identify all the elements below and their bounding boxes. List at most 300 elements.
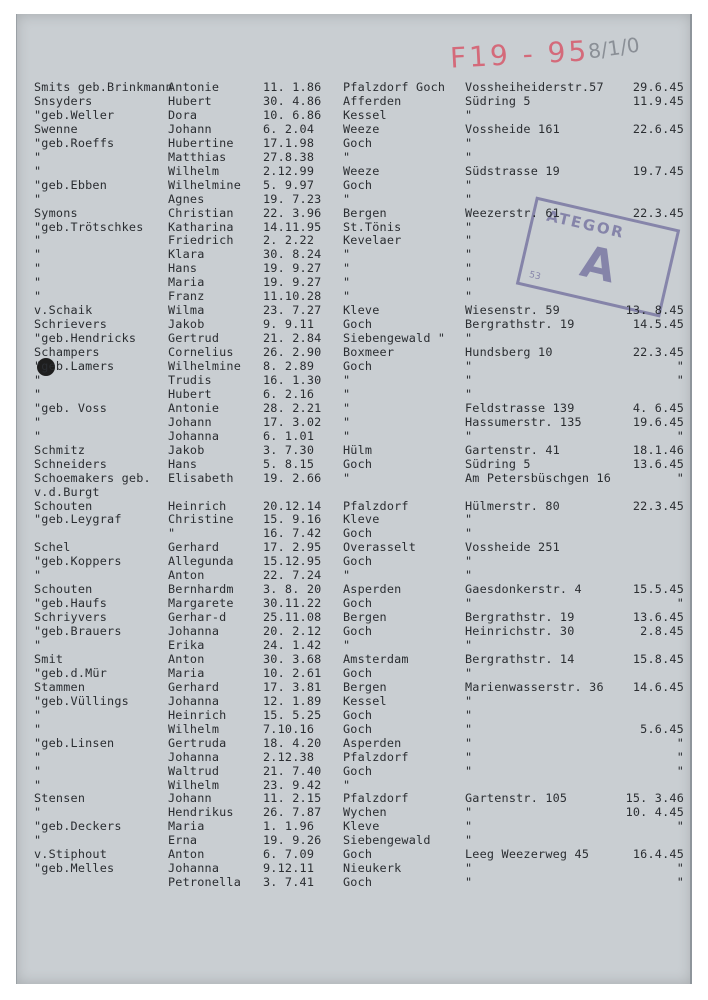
birth-date-cell: 11. 1.86	[263, 80, 322, 94]
surname-cell: Snsyders	[34, 93, 93, 108]
birthplace-cell: Kleve	[343, 512, 380, 527]
surname-cell: "	[34, 638, 42, 652]
birth-date-cell: 5. 8.15	[263, 456, 315, 471]
birthplace-cell: "	[343, 777, 351, 792]
date-cell: "	[676, 749, 684, 764]
first-name-cell: Anton	[168, 568, 205, 583]
address-cell: "	[465, 526, 473, 541]
first-name-cell: Johanna	[168, 428, 220, 443]
birth-date-cell: 17.1.98	[263, 135, 315, 150]
surname-cell: "geb.d.Mür	[34, 665, 108, 680]
first-name-cell: Wilhelmine	[168, 359, 242, 373]
surname-cell: Swenne	[34, 121, 78, 136]
first-name-cell: Gertrud	[168, 331, 220, 346]
date-cell: 22.3.45	[632, 498, 684, 513]
birthplace-cell: Goch	[343, 707, 373, 722]
birthplace-cell: "	[343, 568, 351, 583]
first-name-cell: Christine	[168, 512, 234, 527]
birth-date-cell: 21. 2.84	[263, 331, 322, 346]
date-cell: 13.6.45	[632, 610, 684, 625]
birth-date-cell: 23. 7.27	[263, 303, 322, 318]
date-cell: 2.8.45	[640, 624, 684, 639]
stamp-text: ATEGOR	[545, 206, 627, 243]
address-cell: "	[465, 107, 473, 122]
surname-cell: v.d.Burgt	[34, 484, 100, 499]
birth-date-cell: 27.8.38	[263, 149, 315, 164]
birthplace-cell: Kevelaer	[343, 233, 402, 248]
first-name-cell: Cornelius	[168, 345, 234, 360]
birth-date-cell: 5. 9.97	[263, 177, 315, 192]
birth-date-cell: 30.11.22	[263, 596, 322, 611]
first-name-cell: Johanna	[168, 861, 220, 876]
birth-date-cell: 19. 9.27	[263, 275, 322, 290]
birthplace-cell: Goch	[343, 359, 373, 373]
first-name-cell: Margarete	[168, 596, 234, 611]
birth-date-cell: 24. 1.42	[263, 638, 322, 652]
birth-date-cell: 26. 2.90	[263, 345, 322, 360]
address-cell: "	[465, 331, 473, 346]
date-cell: 15. 3.46	[625, 791, 684, 806]
first-name-cell: Agnes	[168, 191, 205, 206]
birthplace-cell: "	[343, 372, 351, 387]
birthplace-cell: "	[343, 638, 351, 652]
surname-cell: Schrievers	[34, 317, 108, 332]
date-cell: "	[676, 861, 684, 876]
birth-date-cell: 3. 7.30	[263, 442, 315, 457]
birth-date-cell: 21. 7.40	[263, 763, 322, 778]
birthplace-cell: Goch	[343, 763, 373, 778]
date-cell: 10. 4.45	[625, 805, 684, 820]
birthplace-cell: Kessel	[343, 693, 387, 708]
first-name-cell: "	[168, 526, 176, 541]
address-cell: "	[465, 721, 473, 736]
birth-date-cell: 16. 1.30	[263, 372, 322, 387]
birth-date-cell: 19. 2.66	[263, 470, 322, 485]
surname-cell: "	[34, 805, 42, 820]
first-name-cell: Friedrich	[168, 233, 234, 248]
birthplace-cell: Goch	[343, 456, 373, 471]
first-name-cell: Johann	[168, 414, 212, 429]
first-name-cell: Katharina	[168, 219, 234, 234]
birthplace-cell: Pfalzdorf	[343, 749, 409, 764]
surname-cell: Symons	[34, 205, 78, 220]
address-cell: Südstrasse 19	[465, 163, 560, 178]
surname-cell: v.Stiphout	[34, 847, 108, 862]
surname-cell: "	[34, 414, 42, 429]
stamp-small-text: 53	[528, 270, 542, 283]
birthplace-cell: "	[343, 289, 351, 304]
birthplace-cell: Goch	[343, 526, 373, 541]
first-name-cell: Johanna	[168, 693, 220, 708]
surname-cell: "geb.Melles	[34, 861, 115, 876]
birth-date-cell: 18. 4.20	[263, 735, 322, 750]
address-cell: "	[465, 861, 473, 876]
birthplace-cell: Kessel	[343, 107, 387, 122]
birth-date-cell: 3. 7.41	[263, 875, 315, 890]
date-cell: 13.6.45	[632, 456, 684, 471]
address-cell: Hassumerstr. 135	[465, 414, 582, 429]
address-cell: "	[465, 554, 473, 569]
surname-cell: Schouten	[34, 498, 93, 513]
birth-date-cell: 26. 7.87	[263, 805, 322, 820]
birthplace-cell: Goch	[343, 554, 373, 569]
surname-cell: "	[34, 707, 42, 722]
first-name-cell: Christian	[168, 205, 234, 220]
birth-date-cell: 2.12.38	[263, 749, 315, 764]
surname-cell: "	[34, 833, 42, 848]
surname-cell: Schouten	[34, 582, 93, 597]
address-cell: Hundsberg 10	[465, 345, 553, 360]
date-cell: 22.3.45	[632, 205, 684, 220]
address-cell: "	[465, 372, 473, 387]
birth-date-cell: 30. 8.24	[263, 247, 322, 262]
surname-cell: "	[34, 749, 42, 764]
address-cell: "	[465, 428, 473, 443]
surname-cell: "	[34, 275, 42, 290]
first-name-cell: Bernhardm	[168, 582, 234, 597]
address-cell: "	[465, 149, 473, 164]
address-cell: "	[465, 219, 473, 234]
surname-cell: Schoemakers geb.	[34, 470, 151, 485]
birthplace-cell: Overasselt	[343, 540, 417, 555]
surname-cell: "geb. Voss	[34, 400, 108, 415]
address-cell: "	[465, 261, 473, 276]
first-name-cell: Hendrikus	[168, 805, 234, 820]
date-cell: 22.6.45	[632, 121, 684, 136]
surname-cell: Smit	[34, 651, 64, 666]
address-cell: Leeg Weezerweg 45	[465, 847, 590, 862]
surname-cell: Schmitz	[34, 442, 86, 457]
first-name-cell: Erika	[168, 638, 205, 652]
address-cell: "	[465, 568, 473, 583]
birth-date-cell: 30. 3.68	[263, 651, 322, 666]
birth-date-cell: 2.12.99	[263, 163, 315, 178]
address-cell: Feldstrasse 139	[465, 400, 575, 415]
address-cell: "	[465, 693, 473, 708]
date-cell: 13. 8.45	[625, 303, 684, 318]
birthplace-cell: Pfalzdorf Goch	[343, 80, 446, 94]
birthplace-cell: Bergen	[343, 610, 387, 625]
surname-cell: Schriyvers	[34, 610, 108, 625]
first-name-cell: Antonie	[168, 80, 220, 94]
first-name-cell: Maria	[168, 665, 205, 680]
birthplace-cell: Hülm	[343, 442, 373, 457]
birthplace-cell: Goch	[343, 624, 373, 639]
date-cell: 16.4.45	[632, 847, 684, 862]
address-cell: Gartenstr. 105	[465, 791, 568, 806]
date-cell: 11.9.45	[632, 93, 684, 108]
first-name-cell: Heinrich	[168, 707, 227, 722]
address-cell: Bergrathstr. 14	[465, 651, 575, 666]
birth-date-cell: 23. 9.42	[263, 777, 322, 792]
birthplace-cell: Siebengewald "	[343, 331, 446, 346]
birth-date-cell: 9.12.11	[263, 861, 315, 876]
birthplace-cell: Pfalzdorf	[343, 791, 409, 806]
date-cell: "	[676, 470, 684, 485]
birth-date-cell: 6. 1.01	[263, 428, 315, 443]
date-cell: 4. 6.45	[632, 400, 684, 415]
address-cell: Wiesenstr. 59	[465, 303, 560, 318]
birth-date-cell: 6. 7.09	[263, 847, 315, 862]
birthplace-cell: Goch	[343, 665, 373, 680]
address-cell: "	[465, 233, 473, 248]
surname-cell: "geb.Koppers	[34, 554, 122, 569]
date-cell: "	[676, 359, 684, 373]
birth-date-cell: 28. 2.21	[263, 400, 322, 415]
birthplace-cell: "	[343, 247, 351, 262]
date-cell: 15.8.45	[632, 651, 684, 666]
first-name-cell: Dora	[168, 107, 198, 122]
surname-cell: "	[34, 247, 42, 262]
first-name-cell: Hubert	[168, 386, 212, 401]
date-cell: 14.6.45	[632, 679, 684, 694]
date-cell: "	[676, 763, 684, 778]
birthplace-cell: Bergen	[343, 205, 387, 220]
birthplace-cell: Kleve	[343, 303, 380, 318]
address-cell: "	[465, 386, 473, 401]
first-name-cell: Hubertine	[168, 135, 234, 150]
date-cell: 22.3.45	[632, 345, 684, 360]
first-name-cell: Gerhar-d	[168, 610, 227, 625]
surname-cell: "	[34, 261, 42, 276]
address-cell: "	[465, 359, 473, 373]
address-cell: "	[465, 749, 473, 764]
birth-date-cell: 20. 2.12	[263, 624, 322, 639]
surname-cell: "geb.Haufs	[34, 596, 108, 611]
surname-cell: "	[34, 289, 42, 304]
birthplace-cell: Goch	[343, 721, 373, 736]
birth-date-cell: 7.10.16	[263, 721, 315, 736]
birth-date-cell: 12. 1.89	[263, 693, 322, 708]
birthplace-cell: Amsterdam	[343, 651, 409, 666]
birthplace-cell: "	[343, 470, 351, 485]
birth-date-cell: 19. 9.27	[263, 261, 322, 276]
birth-date-cell: 15. 9.16	[263, 512, 322, 527]
birth-date-cell: 9. 9.11	[263, 317, 315, 332]
address-cell: "	[465, 707, 473, 722]
surname-cell: "	[34, 568, 42, 583]
surname-cell: "geb.Leygraf	[34, 512, 122, 527]
birthplace-cell: Bergen	[343, 679, 387, 694]
address-cell: "	[465, 665, 473, 680]
first-name-cell: Heinrich	[168, 498, 227, 513]
first-name-cell: Waltrud	[168, 763, 220, 778]
date-cell: 5.6.45	[640, 721, 684, 736]
first-name-cell: Jakob	[168, 442, 205, 457]
surname-cell: v.Schaik	[34, 303, 93, 318]
first-name-cell: Erna	[168, 833, 198, 848]
address-cell: Marienwasserstr. 36	[465, 679, 604, 694]
address-cell: "	[465, 135, 473, 150]
first-name-cell: Wilhelm	[168, 777, 220, 792]
first-name-cell: Franz	[168, 289, 205, 304]
birthplace-cell: Goch	[343, 847, 373, 862]
birth-date-cell: 1. 1.96	[263, 819, 315, 834]
stamp-letter: A	[575, 236, 621, 294]
first-name-cell: Matthias	[168, 149, 227, 164]
birth-date-cell: 14.11.95	[263, 219, 322, 234]
address-cell: Heinrichstr. 30	[465, 624, 575, 639]
address-cell: "	[465, 805, 473, 820]
birthplace-cell: Goch	[343, 135, 373, 150]
address-cell: Vossheide 251	[465, 540, 560, 555]
birthplace-cell: "	[343, 428, 351, 443]
birthplace-cell: St.Tönis	[343, 219, 402, 234]
surname-cell: "geb.Hendricks	[34, 331, 137, 346]
first-name-cell: Hans	[168, 261, 198, 276]
address-cell: Südring 5	[465, 456, 531, 471]
surname-cell: "	[34, 149, 42, 164]
birth-date-cell: 19. 7.23	[263, 191, 322, 206]
birthplace-cell: Afferden	[343, 93, 402, 108]
surname-cell: "geb.Weller	[34, 107, 115, 122]
birth-date-cell: 10. 2.61	[263, 665, 322, 680]
date-cell: "	[676, 372, 684, 387]
birthplace-cell: "	[343, 386, 351, 401]
address-cell: Bergrathstr. 19	[465, 317, 575, 332]
address-cell: "	[465, 763, 473, 778]
address-cell: Weezerstr. 61	[465, 205, 560, 220]
address-cell: "	[465, 833, 473, 848]
first-name-cell: Maria	[168, 819, 205, 834]
surname-cell: Schneiders	[34, 456, 108, 471]
date-cell: "	[676, 596, 684, 611]
date-cell: 29.6.45	[632, 80, 684, 94]
address-cell: Bergrathstr. 19	[465, 610, 575, 625]
surname-cell: Stammen	[34, 679, 86, 694]
birth-date-cell: 11. 2.15	[263, 791, 322, 806]
surname-cell: "geb.Brauers	[34, 624, 122, 639]
date-cell: 15.5.45	[632, 582, 684, 597]
address-cell: Südring 5	[465, 93, 531, 108]
first-name-cell: Anton	[168, 847, 205, 862]
first-name-cell: Allegunda	[168, 554, 234, 569]
surname-cell: "	[34, 721, 42, 736]
birth-date-cell: 17. 3.81	[263, 679, 322, 694]
birthplace-cell: Wychen	[343, 805, 387, 820]
date-cell: 18.1.46	[632, 442, 684, 457]
address-cell: "	[465, 875, 473, 890]
archive-mark-secondary: 8/1/0	[586, 32, 642, 64]
first-name-cell: Gertruda	[168, 735, 227, 750]
birthplace-cell: Pfalzdorf	[343, 498, 409, 513]
birth-date-cell: 16. 7.42	[263, 526, 322, 541]
birthplace-cell: "	[343, 275, 351, 290]
birthplace-cell: "	[343, 261, 351, 276]
surname-cell: "geb.Ebben	[34, 177, 108, 192]
birth-date-cell: 19. 9.26	[263, 833, 322, 848]
address-cell: Am Petersbüschgen 16	[465, 470, 612, 485]
surname-cell: "	[34, 233, 42, 248]
birth-date-cell: 20.12.14	[263, 498, 322, 513]
surname-cell: "geb.Linsen	[34, 735, 115, 750]
first-name-cell: Anton	[168, 651, 205, 666]
birth-date-cell: 11.10.28	[263, 289, 322, 304]
address-cell: Hülmerstr. 80	[465, 498, 560, 513]
birthplace-cell: Weeze	[343, 163, 380, 178]
surname-cell: "geb.Lamers	[34, 359, 115, 373]
surname-cell: Stensen	[34, 791, 86, 806]
birth-date-cell: 22. 7.24	[263, 568, 322, 583]
birth-date-cell: 6. 2.04	[263, 121, 315, 136]
date-cell: "	[676, 428, 684, 443]
surname-cell: "	[34, 386, 42, 401]
address-cell: Gaesdonkerstr. 4	[465, 582, 582, 597]
birthplace-cell: Siebengewald	[343, 833, 431, 848]
first-name-cell: Hubert	[168, 93, 212, 108]
birth-date-cell: 22. 3.96	[263, 205, 322, 220]
surname-cell: "geb.Vüllings	[34, 693, 129, 708]
address-cell: Gartenstr. 41	[465, 442, 560, 457]
first-name-cell: Maria	[168, 275, 205, 290]
surname-cell: Smits geb.Brinkmann	[34, 80, 173, 94]
surname-cell: "	[34, 372, 42, 387]
birth-date-cell: 17. 2.95	[263, 540, 322, 555]
first-name-cell: Wilhelm	[168, 721, 220, 736]
address-cell: "	[465, 735, 473, 750]
birthplace-cell: Goch	[343, 177, 373, 192]
date-cell: 19.6.45	[632, 414, 684, 429]
address-cell: "	[465, 177, 473, 192]
surname-cell: Schampers	[34, 345, 100, 360]
birth-date-cell: 17. 3.02	[263, 414, 322, 429]
first-name-cell: Hans	[168, 456, 198, 471]
address-cell: "	[465, 819, 473, 834]
birthplace-cell: "	[343, 149, 351, 164]
first-name-cell: Wilhelm	[168, 163, 220, 178]
date-cell: 14.5.45	[632, 317, 684, 332]
address-cell: "	[465, 596, 473, 611]
birthplace-cell: Kleve	[343, 819, 380, 834]
first-name-cell: Antonie	[168, 400, 220, 415]
address-cell: "	[465, 638, 473, 652]
birth-date-cell: 10. 6.86	[263, 107, 322, 122]
first-name-cell: Elisabeth	[168, 470, 234, 485]
surname-cell: "	[34, 191, 42, 206]
address-cell: "	[465, 247, 473, 262]
surname-cell: "geb.Deckers	[34, 819, 122, 834]
birth-date-cell: 25.11.08	[263, 610, 322, 625]
archive-mark: F19 - 95	[449, 34, 591, 75]
first-name-cell: Johann	[168, 121, 212, 136]
birth-date-cell: 2. 2.22	[263, 233, 315, 248]
birthplace-cell: Asperden	[343, 735, 402, 750]
address-cell: "	[465, 289, 473, 304]
first-name-cell: Trudis	[168, 372, 212, 387]
address-cell: Vossheide 161	[465, 121, 560, 136]
birth-date-cell: 15.12.95	[263, 554, 322, 569]
birthplace-cell: Asperden	[343, 582, 402, 597]
birth-date-cell: 15. 5.25	[263, 707, 322, 722]
birthplace-cell: Goch	[343, 596, 373, 611]
surname-cell: "geb.Roeffs	[34, 135, 115, 150]
first-name-cell: Johann	[168, 791, 212, 806]
surname-cell: "	[34, 428, 42, 443]
address-cell: Vossheiheiderstr.57	[465, 80, 604, 94]
surname-cell: "	[34, 763, 42, 778]
birthplace-cell: Nieukerk	[343, 861, 402, 876]
birthplace-cell: Goch	[343, 875, 373, 890]
birthplace-cell: "	[343, 400, 351, 415]
birth-date-cell: 8. 2.89	[263, 359, 315, 373]
date-cell: 19.7.45	[632, 163, 684, 178]
first-name-cell: Wilma	[168, 303, 205, 318]
date-cell: "	[676, 819, 684, 834]
birthplace-cell: Boxmeer	[343, 345, 395, 360]
birthplace-cell: "	[343, 191, 351, 206]
first-name-cell: Jakob	[168, 317, 205, 332]
address-cell: "	[465, 512, 473, 527]
